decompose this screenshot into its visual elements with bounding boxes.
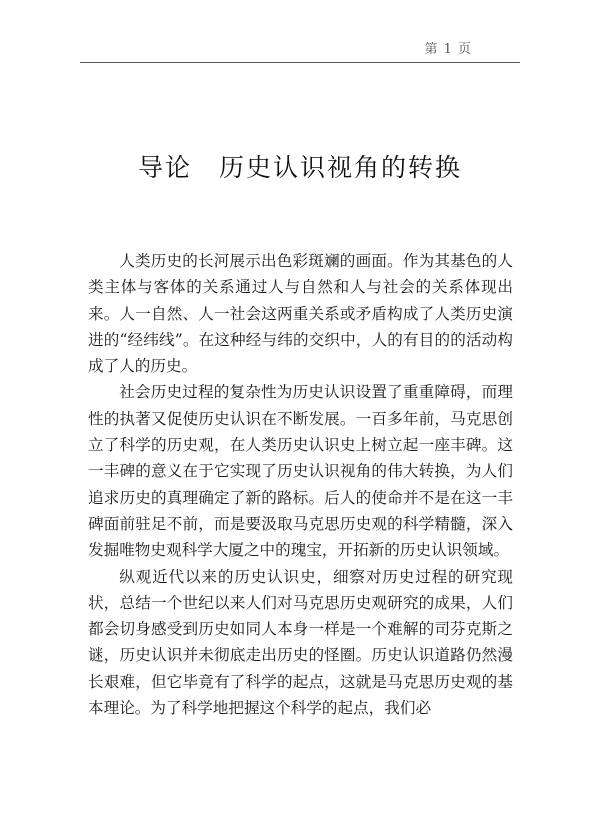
chapter-title: 导论 历史认识视角的转换 (137, 153, 462, 182)
paragraph-3: 纵观近代以来的历史认识史，细察对历史过程的研究现状，总结一个世纪以来人们对马克思历史观研究的成果，人们都会切身感受到历史如同人本身一样是一个难解的司芬克斯之谜，历史认识并未彻底走出历史的怪圈。历史认识道路仍然漫长艰难，但它毕竟有了科学的起点，这就是马克思历史观的基本理论。为了科学地把握这个科学的起点，我们必 (88, 567, 513, 718)
body-text (88, 248, 513, 721)
page-header (80, 0, 520, 63)
paragraph-1: 人类历史的长河展示出色彩斑斓的画面。作为其基色的人类主体与客体的关系通过人与自然和人与社会的关系体现出来。人一自然、人一社会这两重关系或矛盾构成了人类历史演进的“经纬线”。在这种经与纬的交织中，人的有目的的活动构成了人的历史。 (88, 252, 513, 376)
page-number: 第 1 页 (424, 42, 472, 57)
paragraph-2: 社会历史过程的复杂性为历史认识设置了重重障碍，而理性的执著又促使历史认识在不断发展。一百多年前，马克思创立了科学的历史观，在人类历史认识史上树立起一座丰碑。这一丰碑的意义在于它实现了历史认识视角的伟大转换，为人们追求历史的真理确定了新的路标。后人的使命并不是在这一丰碑面前驻足不前，而是要汲取马克思历史观的科学精髓，深入发掘唯物史观科学大厦之中的瑰宝，开拓新的历史认识领域。 (88, 383, 513, 560)
